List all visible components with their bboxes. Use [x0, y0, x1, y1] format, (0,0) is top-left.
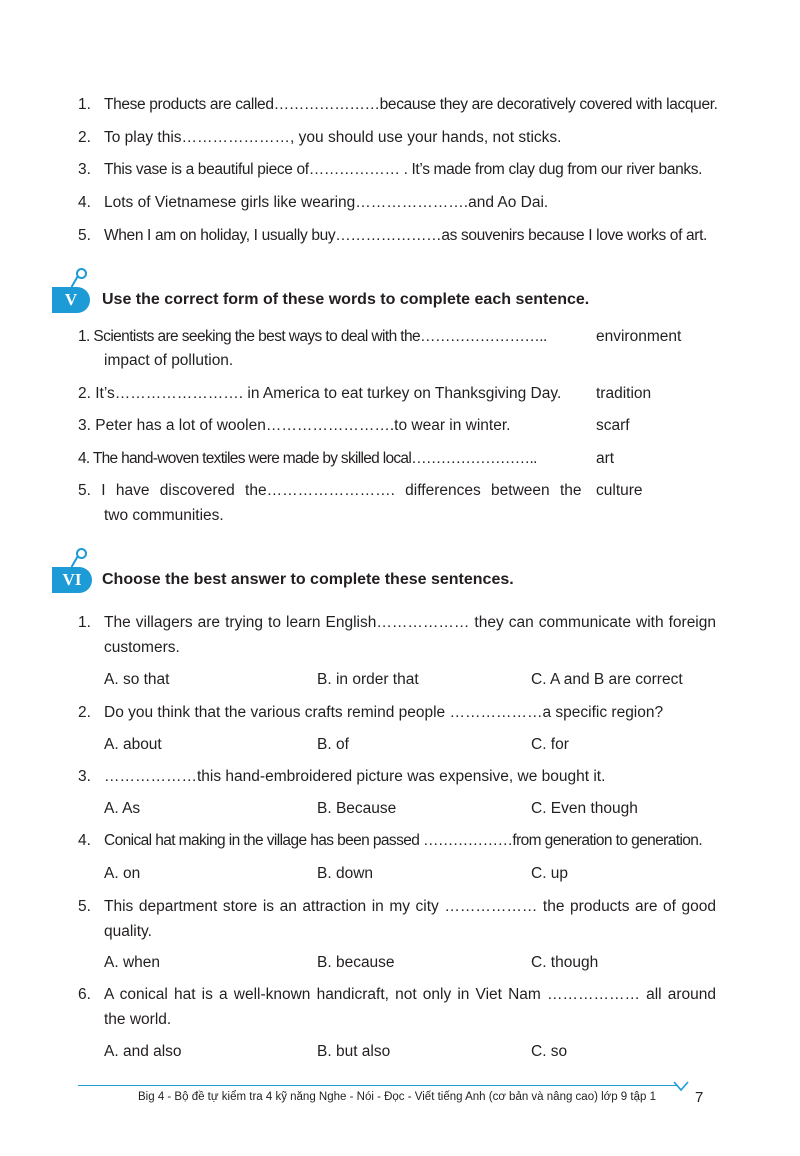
badge-dot: [76, 268, 87, 279]
option-a: A. As: [104, 800, 141, 817]
question-text: Do you think that the various crafts remind people ………………a specific region?: [104, 704, 664, 721]
section-badge-v: V: [52, 287, 90, 313]
option-b: B. of: [317, 736, 349, 753]
badge-dot: [76, 548, 87, 559]
option-a: A. so that: [104, 671, 170, 688]
question-text: This department store is an attraction in my city ……………… the products are of good quality.: [104, 898, 716, 940]
option-c: C. so: [531, 1043, 568, 1060]
option-a: A. about: [104, 736, 162, 753]
option-a: A. on: [104, 865, 141, 882]
option-b: B. because: [317, 954, 395, 971]
option-b: B. in order that: [317, 671, 419, 688]
option-b: B. Because: [317, 800, 397, 817]
option-c: C. A and B are correct: [531, 671, 683, 688]
option-b: B. but also: [317, 1043, 391, 1060]
option-c: C. for: [531, 736, 569, 753]
option-b: B. down: [317, 865, 374, 882]
footer-text: Big 4 - Bộ đề tự kiểm tra 4 kỹ năng Nghe - Nói - Đọc - Viết tiếng Anh (cơ bản và nâng cao) lớp 9 tập 1: [138, 1091, 656, 1103]
section-heading-v: Use the correct form of these words to complete each sentence.: [102, 291, 590, 308]
option-c: C. though: [531, 954, 599, 971]
word-clue: scarf: [596, 417, 630, 434]
question-text: A conical hat is a well-known handicraft, not only in Viet Nam ……………… all around the world.: [104, 986, 716, 1028]
footer-divider: [78, 1085, 678, 1086]
option-c: C. up: [531, 865, 569, 882]
option-a: A. and also: [104, 1043, 182, 1060]
word-clue: environment: [596, 328, 682, 345]
section-badge-vi: VI: [52, 567, 92, 593]
option-c: C. Even though: [531, 800, 638, 817]
page-number: 7: [695, 1089, 704, 1106]
option-a: A. when: [104, 954, 161, 971]
section-heading-vi: Choose the best answer to complete these sentences.: [102, 571, 514, 588]
word-clue: culture: [596, 482, 643, 499]
word-clue: art: [596, 450, 615, 467]
word-clue: tradition: [596, 385, 652, 402]
footer-chevron-icon: [672, 1080, 690, 1094]
question-text: ………………this hand-embroidered picture was expensive, we bought it.: [104, 768, 606, 785]
question-text: The villagers are trying to learn English……………… they can communicate with foreign customers.: [104, 614, 716, 656]
question-text: Conical hat making in the village has been passed ………………from generation to generation.: [104, 832, 703, 849]
